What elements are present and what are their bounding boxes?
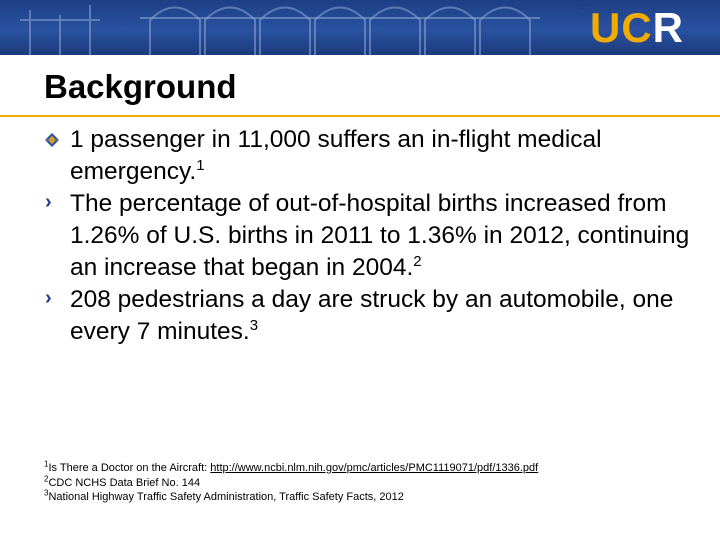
bullet-text: 208 pedestrians a day are struck by an automobile, one every 7 minutes.	[70, 286, 674, 345]
logo-text	[590, 4, 684, 52]
reference-number: 2	[44, 473, 49, 483]
header-banner	[0, 0, 720, 55]
logo-sun-icon	[576, 0, 590, 36]
bullet-item	[44, 124, 694, 188]
bullet-text: The percentage of out-of-hospital births increased from 1.26% of U.S. births in 2011 to 1.36% in 2012, continuing an increase that began in 2004.	[70, 190, 690, 281]
reference-link[interactable]: http://www.ncbi.nlm.nih.gov/pmc/articles/PMC1119071/pdf/1336.pdf	[210, 462, 539, 474]
title-divider	[0, 115, 720, 117]
logo-uc: UC	[589, 4, 653, 51]
reference-text: CDC NCHS Data Brief No. 144	[48, 476, 201, 489]
references	[44, 461, 684, 505]
bullet-ref: 2	[413, 252, 422, 270]
bullet-ref: 3	[249, 316, 259, 334]
ucr-logo	[590, 4, 684, 52]
reference-item	[44, 473, 684, 491]
campus-arches-graphic	[0, 0, 560, 55]
chevron-right-icon: ›	[45, 191, 52, 213]
bullet-item	[44, 284, 694, 348]
reference-number: 3	[44, 488, 49, 498]
reference-item	[44, 490, 684, 505]
bullet-text: 1 passenger in 11,000 suffers an in-flight medical emergency.	[70, 126, 602, 185]
bullet-list	[44, 124, 694, 348]
reference-item	[44, 461, 684, 476]
logo-r: R	[652, 4, 684, 51]
reference-text: Is There a Doctor on the Aircraft:	[48, 462, 211, 474]
bullet-item	[44, 188, 694, 284]
chevron-right-icon: ›	[45, 287, 52, 309]
decorative-bullet-icon	[44, 132, 60, 148]
reference-number: 1	[44, 459, 49, 469]
slide-title: Background	[44, 68, 237, 105]
bullet-ref: 1	[196, 156, 205, 174]
reference-text: National Highway Traffic Safety Administration, Traffic Safety Facts, 2012	[48, 491, 404, 503]
